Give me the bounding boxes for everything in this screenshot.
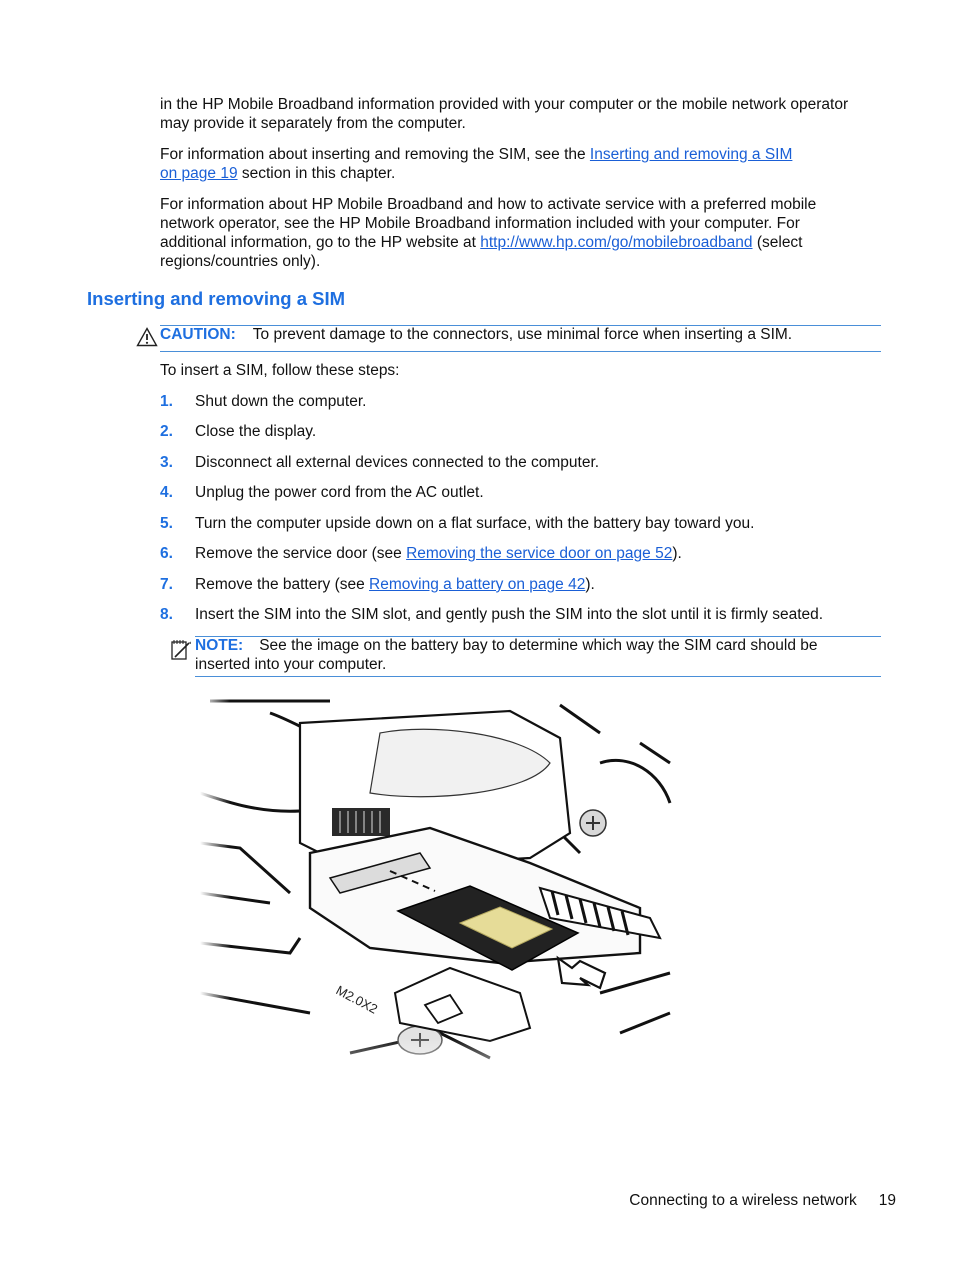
- intro-paragraph-1: [160, 95, 890, 133]
- text-line: network operator, see the HP Mobile Broadband information included with your computer. For: [160, 215, 800, 232]
- step-text: Turn the computer upside down on a flat surface, with the battery bay toward you.: [195, 515, 755, 532]
- text-fragment: For information about inserting and removing the SIM, see the: [160, 146, 590, 163]
- text-line: For information about HP Mobile Broadband and how to activate service with a preferred mobile: [160, 196, 817, 213]
- battery-link[interactable]: Removing a battery on page 42: [369, 576, 586, 593]
- page-footer: [629, 1191, 896, 1210]
- text-fragment: additional information, go to the HP website at: [160, 234, 481, 251]
- intro-paragraph-3: [160, 195, 890, 271]
- note-icon: [170, 638, 192, 662]
- text-fragment: (select: [752, 234, 803, 251]
- section-heading: Inserting and removing a SIM: [87, 288, 346, 309]
- sim-insertion-illustration: [200, 693, 672, 1088]
- text-fragment: ).: [672, 545, 682, 562]
- step-text: Shut down the computer.: [195, 393, 367, 410]
- text-line: may provide it separately from the computer.: [160, 115, 466, 132]
- text-line: [160, 145, 890, 164]
- page-number: 19: [878, 1192, 896, 1209]
- hp-website-link[interactable]: http://www.hp.com/go/mobilebroadband: [480, 234, 753, 251]
- step-number: 6.: [160, 545, 173, 562]
- note-bottom-rule: [195, 676, 881, 677]
- text-line: regions/countries only).: [160, 253, 321, 270]
- text-fragment: Remove the battery (see: [195, 576, 370, 593]
- step-text: Unplug the power cord from the AC outlet.: [195, 484, 484, 501]
- note-box: [195, 636, 881, 674]
- step-text: Close the display.: [195, 423, 317, 440]
- screw-size-label: M2.0X2: [333, 982, 381, 1017]
- step-number: 8.: [160, 606, 173, 623]
- step-number: 1.: [160, 393, 173, 410]
- note-text: See the image on the battery bay to determine which way the SIM card should be: [259, 637, 818, 654]
- caution-bottom-rule: [160, 351, 881, 352]
- text-fragment: Remove the service door (see: [195, 545, 407, 562]
- step-text: Disconnect all external devices connected to the computer.: [195, 454, 600, 471]
- caution-label: CAUTION:: [160, 326, 236, 343]
- text-line: [195, 636, 881, 655]
- text-line: [160, 164, 890, 183]
- step-text: Insert the SIM into the SIM slot, and gently push the SIM into the slot until it is firmly seated.: [195, 606, 824, 623]
- step-number: 4.: [160, 484, 173, 501]
- text-fragment: ).: [585, 576, 595, 593]
- step-number: 7.: [160, 576, 173, 593]
- caution-text: To prevent damage to the connectors, use minimal force when inserting a SIM.: [252, 326, 793, 343]
- warning-icon: [136, 327, 158, 347]
- step-text: [195, 575, 885, 594]
- caution-box: [160, 325, 881, 344]
- step-text: [195, 544, 885, 563]
- note-label: NOTE:: [195, 637, 244, 654]
- step-number: 2.: [160, 423, 173, 440]
- sim-section-link-page[interactable]: on page 19: [160, 165, 238, 182]
- intro-paragraph-2: [160, 145, 890, 183]
- text-line: in the HP Mobile Broadband information provided with your computer or the mobile network operator: [160, 96, 849, 113]
- screw-icon: [580, 810, 606, 836]
- step-number: 3.: [160, 454, 173, 471]
- text-fragment: section in this chapter.: [237, 165, 396, 182]
- step-number: 5.: [160, 515, 173, 532]
- text-line: [160, 233, 890, 252]
- steps-intro: To insert a SIM, follow these steps:: [160, 362, 400, 379]
- service-door-link[interactable]: Removing the service door on page 52: [406, 545, 673, 562]
- footer-chapter-title: Connecting to a wireless network: [629, 1192, 857, 1209]
- note-text-line-2: inserted into your computer.: [195, 656, 387, 673]
- sim-section-link[interactable]: Inserting and removing a SIM: [589, 146, 793, 163]
